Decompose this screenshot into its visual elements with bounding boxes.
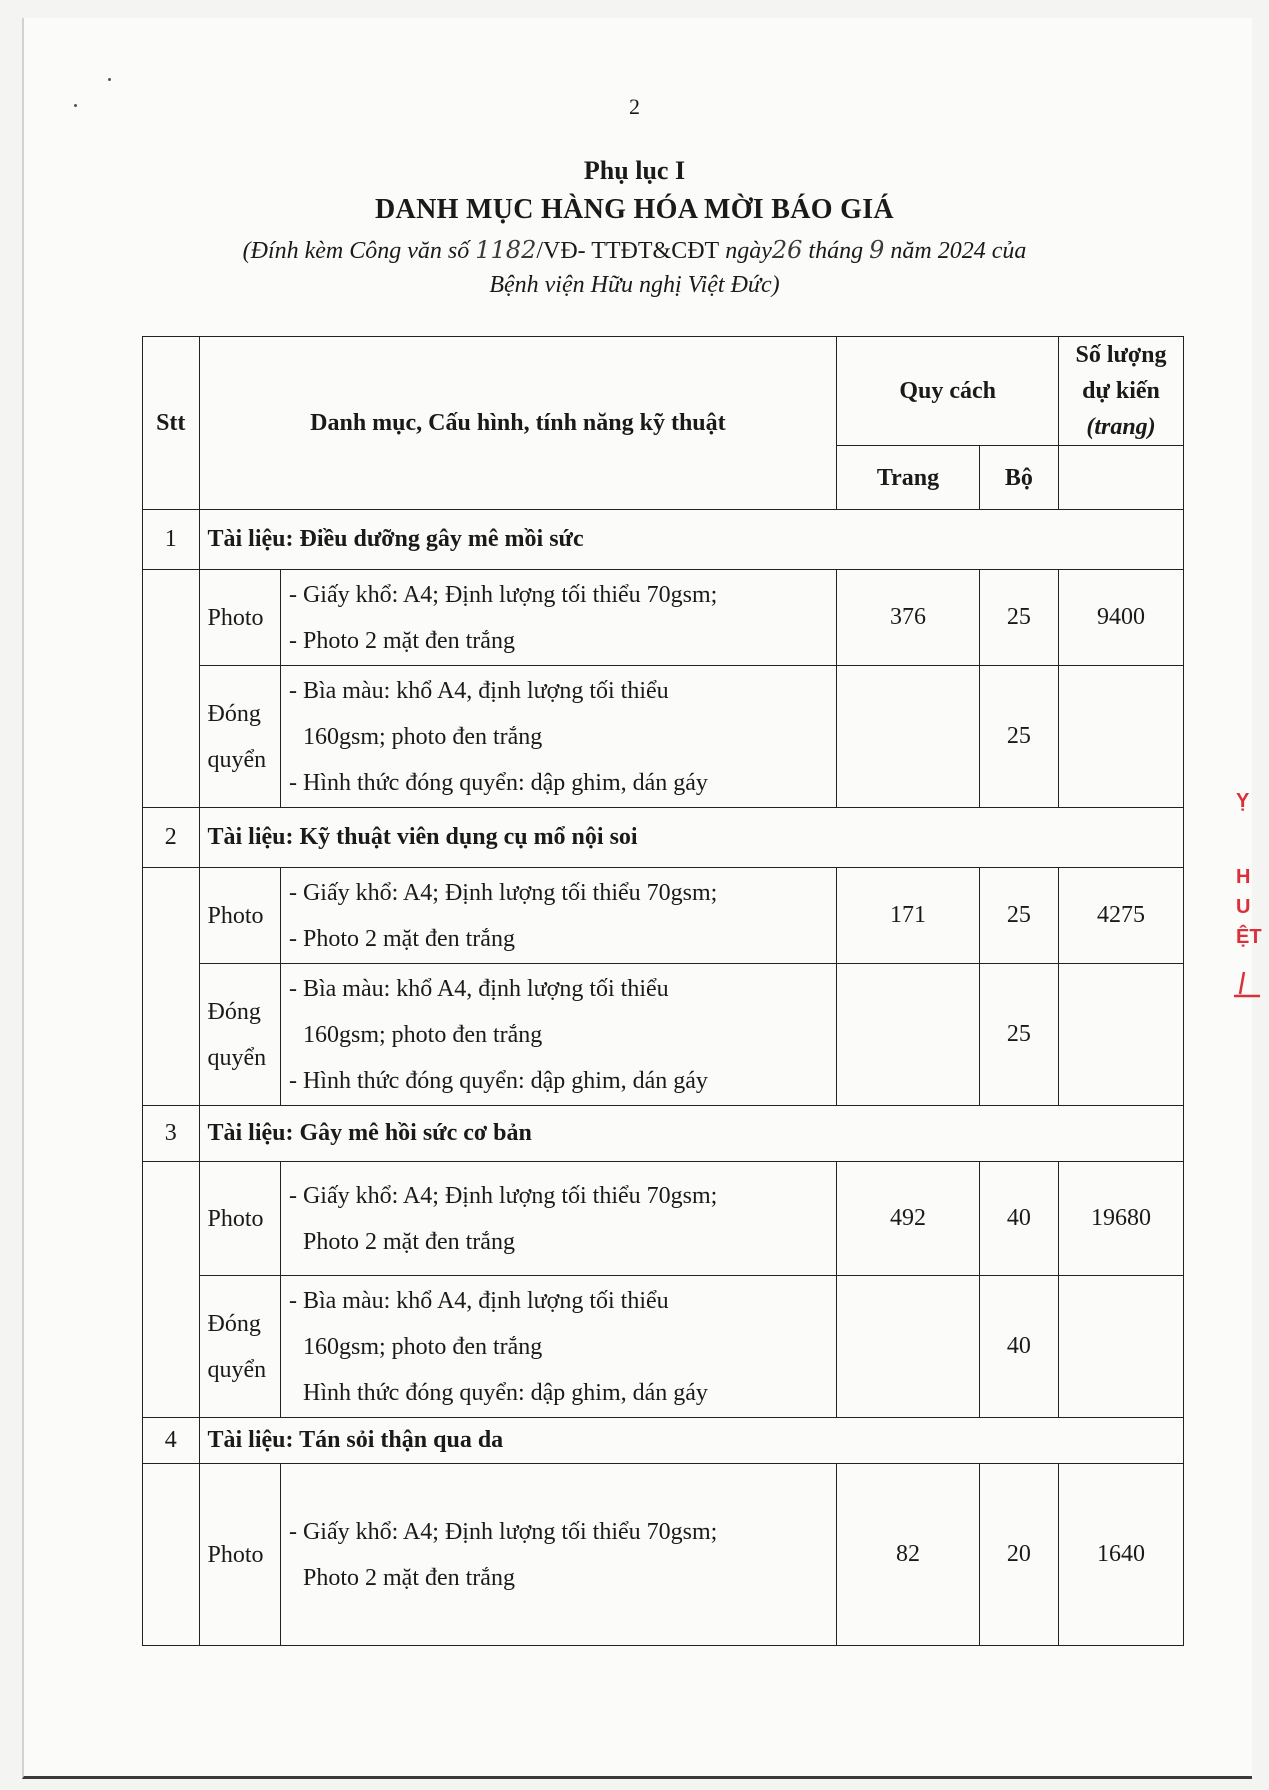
sets-value: 25 <box>979 964 1058 1106</box>
photo-spec: - Giấy khổ: A4; Định lượng tối thiểu 70gsm; Photo 2 mặt đen trắng <box>280 1162 836 1276</box>
quantity-value: 4275 <box>1059 868 1184 964</box>
subtitle <box>0 233 1269 302</box>
pages-value: 492 <box>837 1162 979 1276</box>
section-row <box>143 808 1184 868</box>
red-stamp-fragment: Ỵ H U ỆT <box>1230 790 1268 1030</box>
section-title: Tài liệu: Gây mê hồi sức cơ bản <box>199 1106 1184 1162</box>
form-label-photo: Photo <box>199 1464 280 1646</box>
binding-spec: - Bìa màu: khổ A4, định lượng tối thiểu 160gsm; photo đen trắng - Hình thức đóng quyển: dập ghim, dán gáy <box>280 666 836 808</box>
header-qty-blank <box>1059 446 1184 510</box>
page-number: 2 <box>629 94 640 119</box>
header-stt: Stt <box>143 337 200 510</box>
sets-value: 20 <box>979 1464 1058 1646</box>
binding-spec: - Bìa màu: khổ A4, định lượng tối thiểu 160gsm; photo đen trắng - Hình thức đóng quyển: dập ghim, dán gáy <box>280 964 836 1106</box>
section-stt: 3 <box>143 1106 200 1162</box>
photo-spec: - Giấy khổ: A4; Định lượng tối thiểu 70gsm; Photo 2 mặt đen trắng <box>280 1464 836 1646</box>
binding-row <box>143 964 1184 1106</box>
handwritten-day: 26 <box>771 236 803 264</box>
section-title: Tài liệu: Kỹ thuật viên dụng cụ mổ nội soi <box>199 808 1184 868</box>
handwritten-month: 9 <box>869 236 885 264</box>
scan-speck <box>108 78 111 81</box>
section-stt: 4 <box>143 1418 200 1464</box>
sets-value: 40 <box>979 1162 1058 1276</box>
quantity-value: 1640 <box>1059 1464 1184 1646</box>
sets-value: 25 <box>979 868 1058 964</box>
binding-row <box>143 666 1184 808</box>
header-row-1 <box>143 337 1184 446</box>
form-label-binding: Đóng quyển <box>199 1276 280 1418</box>
header-catalog: Danh mục, Cấu hình, tính năng kỹ thuật <box>199 337 837 510</box>
section-stt: 2 <box>143 808 200 868</box>
sets-value: 25 <box>979 666 1058 808</box>
document-title: DANH MỤC HÀNG HÓA MỜI BÁO GIÁ <box>375 194 894 225</box>
section-row <box>143 510 1184 570</box>
subtitle-line-2: Bệnh viện Hữu nghị Việt Đức) <box>489 272 780 298</box>
quantity-value: 19680 <box>1059 1162 1184 1276</box>
form-label-photo: Photo <box>199 1162 280 1276</box>
header-spec: Quy cách <box>837 337 1059 446</box>
header-quantity: Số lượng dự kiến (trang) <box>1059 337 1184 446</box>
pages-value: 171 <box>837 868 979 964</box>
section-title: Tài liệu: Điều dưỡng gây mê mồi sức <box>199 510 1184 570</box>
form-label-photo: Photo <box>199 570 280 666</box>
goods-catalog-table <box>142 336 1184 1646</box>
form-label-binding: Đóng quyển <box>199 666 280 808</box>
photo-spec: - Giấy khổ: A4; Định lượng tối thiểu 70gsm; - Photo 2 mặt đen trắng <box>280 868 836 964</box>
photo-row <box>143 1162 1184 1276</box>
sets-value: 40 <box>979 1276 1058 1418</box>
form-label-photo: Photo <box>199 868 280 964</box>
header-bo: Bộ <box>979 446 1058 510</box>
section-row <box>143 1418 1184 1464</box>
stamp-stroke <box>1230 966 1266 1006</box>
subtitle-line-1: (Đính kèm Công văn số 1182/VĐ- TTĐT&CĐT ngày26 tháng 9 năm 2024 của <box>242 236 1027 264</box>
section-row <box>143 1106 1184 1162</box>
header-trang: Trang <box>837 446 979 510</box>
photo-row <box>143 1464 1184 1646</box>
photo-row <box>143 570 1184 666</box>
pages-value: 82 <box>837 1464 979 1646</box>
quantity-value: 9400 <box>1059 570 1184 666</box>
pages-value: 376 <box>837 570 979 666</box>
section-title: Tài liệu: Tán sỏi thận qua da <box>199 1418 1184 1464</box>
binding-row <box>143 1276 1184 1418</box>
photo-spec: - Giấy khổ: A4; Định lượng tối thiểu 70gsm; - Photo 2 mặt đen trắng <box>280 570 836 666</box>
sets-value: 25 <box>979 570 1058 666</box>
binding-spec: - Bìa màu: khổ A4, định lượng tối thiểu 160gsm; photo đen trắng Hình thức đóng quyển: dập ghim, dán gáy <box>280 1276 836 1418</box>
form-label-binding: Đóng quyển <box>199 964 280 1106</box>
handwritten-doc-number: 1182 <box>475 236 537 264</box>
appendix-title: Phụ lục I <box>583 156 686 185</box>
section-stt: 1 <box>143 510 200 570</box>
photo-row <box>143 868 1184 964</box>
